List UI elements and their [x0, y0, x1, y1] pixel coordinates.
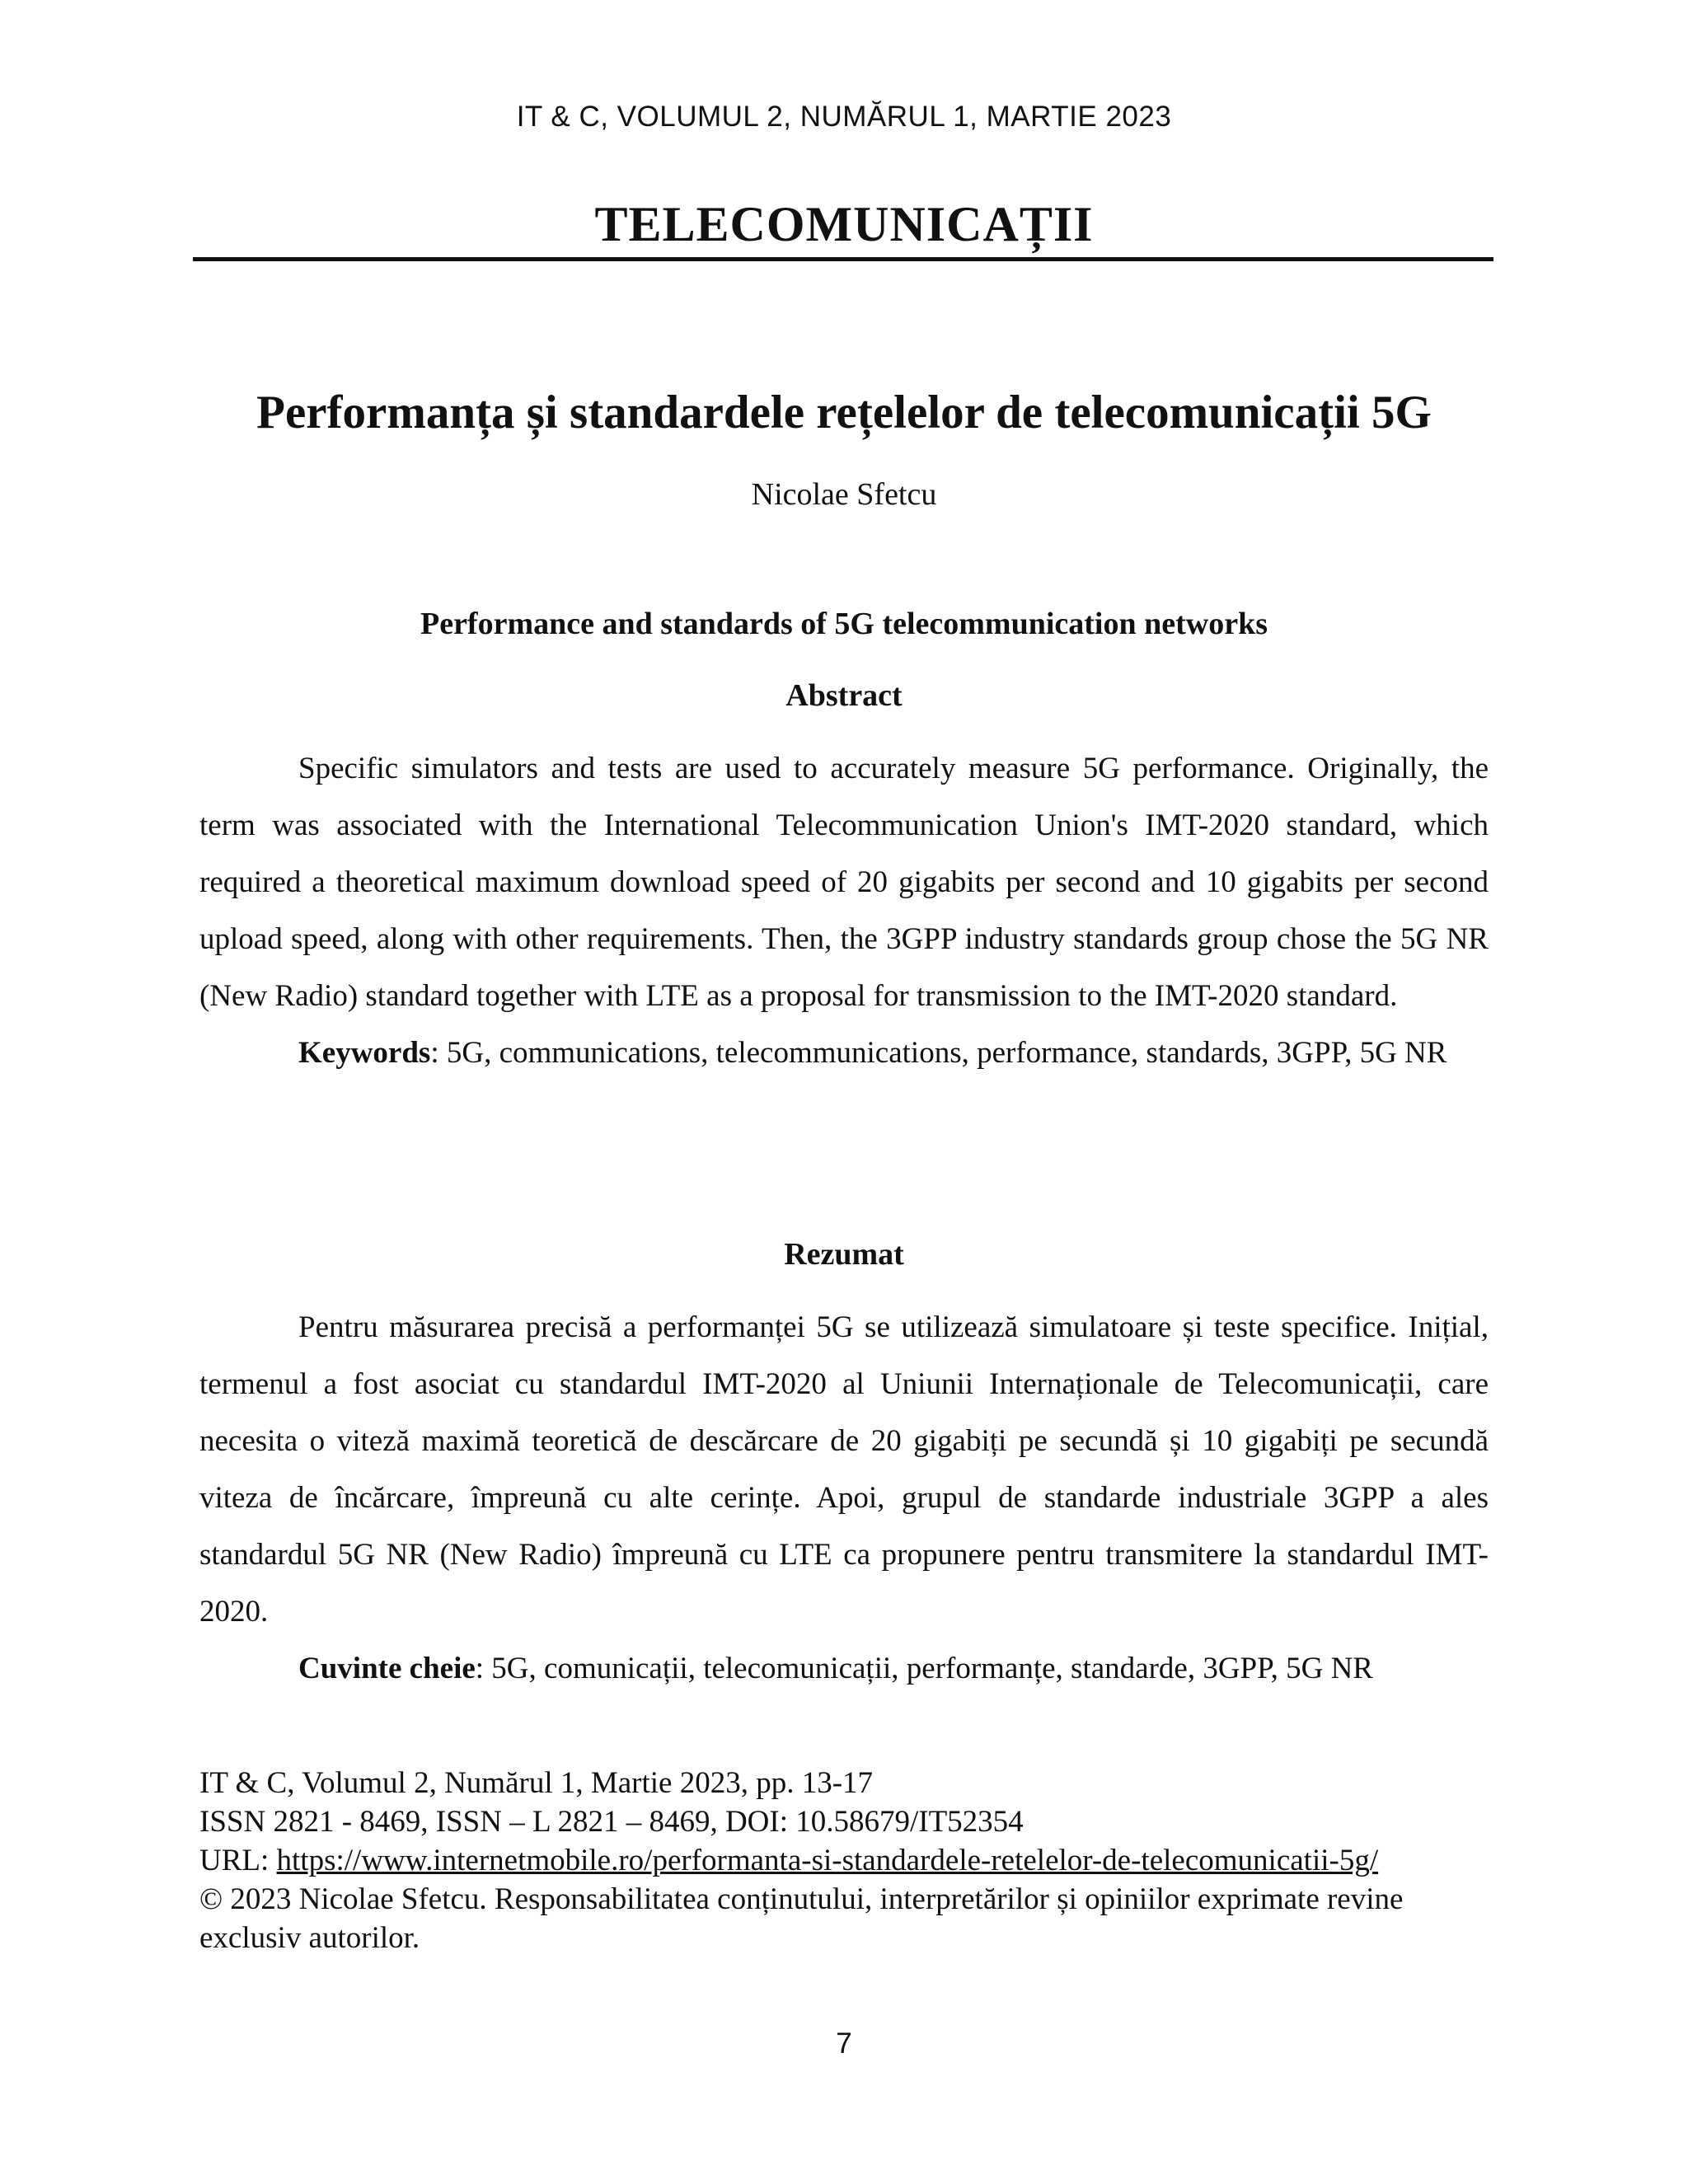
url-label: URL: — [199, 1844, 277, 1877]
abstract-heading: Abstract — [785, 678, 903, 713]
section-title: TELECOMUNICAȚII — [594, 197, 1094, 251]
abstract-text: Specific simulators and tests are used to accurately measure 5G performance. Originally, the term was associated with the International Telecommunication Union's IMT-2020 standard, which required a theoretical maximum download speed of 20 gigabits per second and 10 gigabits per second upload speed, along with other requirements. Then, the 3GPP industry standards group chose the 5G NR (New Radio) standard together with LTE as a proposal for transmission to the IMT-2020 standard. — [199, 752, 1489, 1013]
article-url-link[interactable]: https://www.internetmobile.ro/performanta-si-standardele-retelelor-de-telecomunicatii-5g/ — [276, 1844, 1379, 1877]
keywords-list: : 5G, communications, telecommunications, performance, standards, 3GPP, 5G NR — [430, 1036, 1447, 1070]
rezumat-keywords — [199, 1640, 1489, 1697]
author-name: Nicolae Sfetcu — [751, 477, 937, 512]
paper-title: Performanța și standardele rețelelor de telecomunicații 5G — [256, 387, 1432, 438]
page-number: 7 — [836, 2027, 852, 2060]
cuvinte-cheie-list: : 5G, comunicații, telecomunicații, performanțe, standarde, 3GPP, 5G NR — [475, 1652, 1373, 1685]
rezumat-text: Pentru măsurarea precisă a performanței 5G se utilizează simulatoare și teste specifice. Inițial, termenul a fost asociat cu standardul IMT-2020 al Uniunii Internaționale de Telecomunicații, care necesita o viteză maximă teoretică de descărcare de 20 gigabiți pe secundă și 10 gigabiți pe secundă viteza de încărcare, împreună cu alte cerințe. Apoi, grupul de standarde industriale 3GPP a ales standardul 5G NR (New Radio) împreună cu LTE ca propunere pentru transmitere la standardul IMT-2020. — [199, 1310, 1489, 1629]
running-header: IT & C, VOLUMUL 2, NUMĂRUL 1, MARTIE 2023 — [516, 101, 1172, 133]
citation-block — [199, 1764, 1518, 1957]
abstract-section — [199, 740, 1489, 1081]
abstract-keywords — [199, 1024, 1489, 1081]
citation-url-line — [199, 1841, 1518, 1880]
section-divider — [193, 257, 1493, 261]
citation-issn-doi: ISSN 2821 - 8469, ISSN – L 2821 – 8469, DOI: 10.58679/IT52354 — [199, 1805, 1024, 1839]
rezumat-heading: Rezumat — [784, 1237, 904, 1272]
cuvinte-cheie-label: Cuvinte cheie — [298, 1652, 476, 1685]
rezumat-section — [199, 1299, 1489, 1697]
english-title: Performance and standards of 5G telecommunication networks — [420, 607, 1268, 641]
copyright-notice: © 2023 Nicolae Sfetcu. Responsabilitatea conținutului, interpretărilor și opiniilor exprimate revine exclusiv autorilor. — [199, 1882, 1404, 1955]
keywords-label: Keywords — [298, 1036, 431, 1070]
citation-journal: IT & C, Volumul 2, Numărul 1, Martie 2023, pp. 13-17 — [199, 1766, 874, 1800]
